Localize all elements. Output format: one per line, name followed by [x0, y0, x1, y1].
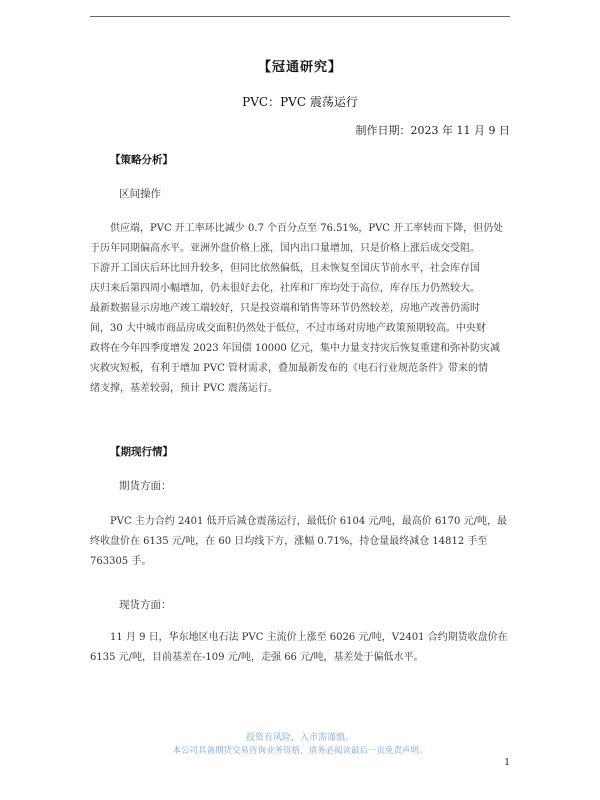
paragraph-line: 间，30 大中城市商品房成交面积仍然处于低位，不过市场对房地产政策预期较高。中央财 — [90, 323, 486, 334]
operation-label: 区间操作 — [119, 188, 161, 200]
spot-label: 现货方面： — [119, 599, 172, 611]
document-title: 【冠通研究】 — [257, 60, 342, 75]
paragraph-line: 庆归来后第四周小幅增加，仍未很好去化，社库和厂库均处于高位，库存压力仍然较大。 — [90, 283, 480, 294]
futures-paragraph — [90, 512, 512, 572]
paragraph-line: PVC 主力合约 2401 低开后减仓震荡运行，最低价 6104 元/吨，最高价 6170 元/吨，最 — [110, 516, 507, 527]
strategy-paragraph — [90, 219, 512, 399]
market-heading: 【期现行情】 — [110, 446, 173, 458]
paragraph-line: 供应端，PVC 开工率环比减少 0.7 个百分点至 76.51%，PVC 开工率转而下降，但仍处 — [110, 223, 504, 234]
header-rule — [90, 16, 510, 17]
paragraph-line: 终收盘价在 6135 元/吨，在 60 日均线下方，涨幅 0.71%，持仓量最终减仓 14812 手至 — [90, 536, 488, 547]
futures-label: 期货方面： — [119, 480, 172, 492]
paragraph-line: 灾救灾短板，有利于增加 PVC 管材需求，叠加最新发布的《电石行业规范条件》带来的情 — [90, 363, 488, 374]
strategy-heading: 【策略分析】 — [110, 154, 173, 166]
paragraph-line: 下游开工国庆后环比回升较多，但同比依然偏低，且未恢复至国庆节前水平，社会库存国 — [90, 263, 480, 274]
paragraph-line: 政将在今年四季度增发 2023 年国债 10000 亿元，集中力量支持灾后恢复重建和弥补防灾减 — [90, 343, 500, 354]
paragraph-line: 绪支撑，基差较弱，预计 PVC 震荡运行。 — [90, 383, 278, 394]
disclaimer-note: 本公司具备期货交易咨询业务资格，请务必阅读最后一页免责声明。 — [172, 746, 428, 756]
paragraph-line: 最新数据显示房地产竣工端较好，只是投资端和销售等环节仍然较差，房地产改善仍需时 — [90, 303, 480, 314]
paragraph-line: 6135 元/吨，目前基差在-109 元/吨，走强 66 元/吨，基差处于偏低水平。 — [90, 652, 424, 663]
document-date: 制作日期：2023 年 11 月 9 日 — [355, 124, 510, 137]
risk-warning: 投资有风险，入市需谨慎。 — [245, 733, 354, 743]
paragraph-line: 11 月 9 日，华东地区电石法 PVC 主流价上涨至 6026 元/吨，V2401 合约期货收盘价在 — [110, 632, 508, 643]
document-subtitle: PVC：PVC 震荡运行 — [242, 95, 358, 109]
spot-paragraph — [90, 628, 512, 668]
page-number: 1 — [504, 758, 510, 768]
paragraph-line: 763305 手。 — [90, 556, 152, 567]
paragraph-line: 于历年同期偏高水平。亚洲外盘价格上涨，国内出口量增加，只是价格上涨后成交受阻。 — [90, 243, 480, 254]
